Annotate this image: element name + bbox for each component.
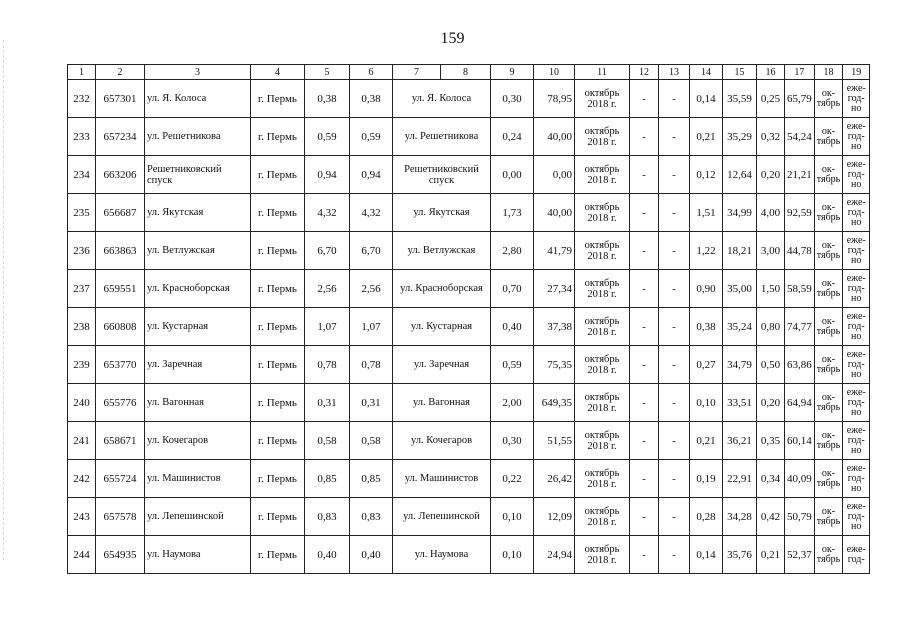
data-table: [67, 64, 870, 574]
length-cell: 0,59: [305, 118, 350, 156]
value-cell: 1,73: [491, 194, 534, 232]
value-cell: 40,00: [534, 118, 575, 156]
city-cell: г. Пермь: [251, 460, 305, 498]
value-cell: 75,35: [534, 346, 575, 384]
value-cell: 0,27: [690, 346, 723, 384]
road-code-cell: 658671: [96, 422, 145, 460]
value-cell: 18,21: [723, 232, 757, 270]
length-cell: 0,40: [350, 536, 393, 574]
street-name-cell: Решетниковский спуск: [145, 156, 251, 194]
street-name-cell: ул. Кочегаров: [145, 422, 251, 460]
value-cell: 0,40: [491, 308, 534, 346]
dash-cell: -: [630, 422, 659, 460]
scan-edge-line: [3, 40, 5, 560]
value-cell: 78,95: [534, 80, 575, 118]
header-cell: 9: [491, 65, 534, 80]
city-cell: г. Пермь: [251, 422, 305, 460]
city-cell: г. Пермь: [251, 308, 305, 346]
value-cell: 0,24: [491, 118, 534, 156]
table-row: [68, 308, 870, 346]
value-cell: 0,14: [690, 536, 723, 574]
period-cell: еже-год-но: [843, 156, 870, 194]
value-cell: 40,00: [534, 194, 575, 232]
value-cell: 0,10: [690, 384, 723, 422]
value-cell: 34,99: [723, 194, 757, 232]
header-cell: 12: [630, 65, 659, 80]
value-cell: 44,78: [785, 232, 815, 270]
header-cell: 16: [757, 65, 785, 80]
row-number-cell: 242: [68, 460, 96, 498]
table-row: [68, 384, 870, 422]
value-cell: 35,00: [723, 270, 757, 308]
city-cell: г. Пермь: [251, 346, 305, 384]
period-cell: еже-год-но: [843, 498, 870, 536]
value-cell: 35,59: [723, 80, 757, 118]
length-cell: 0,31: [350, 384, 393, 422]
city-cell: г. Пермь: [251, 194, 305, 232]
value-cell: 63,86: [785, 346, 815, 384]
header-cell: 1: [68, 65, 96, 80]
value-cell: 41,79: [534, 232, 575, 270]
period-cell: еже-год-но: [843, 80, 870, 118]
header-cell: 15: [723, 65, 757, 80]
street-name-cell: ул. Лепешинской: [145, 498, 251, 536]
period-cell: еже-год-но: [843, 346, 870, 384]
row-number-cell: 234: [68, 156, 96, 194]
value-cell: 0,21: [757, 536, 785, 574]
value-cell: 1,22: [690, 232, 723, 270]
value-cell: 35,24: [723, 308, 757, 346]
value-cell: 12,09: [534, 498, 575, 536]
value-cell: 0,28: [690, 498, 723, 536]
dash-cell: -: [659, 346, 690, 384]
date-cell: октябрь 2018 г.: [575, 270, 630, 308]
value-cell: 0,30: [491, 422, 534, 460]
length-cell: 0,78: [350, 346, 393, 384]
row-number-cell: 237: [68, 270, 96, 308]
road-code-cell: 663206: [96, 156, 145, 194]
date-cell: октябрь 2018 г.: [575, 232, 630, 270]
date-cell: октябрь 2018 г.: [575, 536, 630, 574]
header-cell: 13: [659, 65, 690, 80]
road-code-cell: 660808: [96, 308, 145, 346]
row-number-cell: 241: [68, 422, 96, 460]
dash-cell: -: [630, 194, 659, 232]
value-cell: 92,59: [785, 194, 815, 232]
length-cell: 2,56: [350, 270, 393, 308]
date-cell: октябрь 2018 г.: [575, 346, 630, 384]
row-number-cell: 233: [68, 118, 96, 156]
dash-cell: -: [659, 384, 690, 422]
header-cell: 6: [350, 65, 393, 80]
row-number-cell: 236: [68, 232, 96, 270]
dash-cell: -: [659, 498, 690, 536]
road-code-cell: 655776: [96, 384, 145, 422]
row-number-cell: 235: [68, 194, 96, 232]
value-cell: 3,00: [757, 232, 785, 270]
length-cell: 6,70: [350, 232, 393, 270]
dash-cell: -: [630, 346, 659, 384]
length-cell: 0,85: [305, 460, 350, 498]
period-cell: еже-год-но: [843, 194, 870, 232]
value-cell: 34,28: [723, 498, 757, 536]
table-row: [68, 232, 870, 270]
value-cell: 4,00: [757, 194, 785, 232]
object-name-cell: ул. Лепешинской: [393, 498, 491, 536]
object-name-cell: ул. Я. Колоса: [393, 80, 491, 118]
street-name-cell: ул. Машинистов: [145, 460, 251, 498]
dash-cell: -: [659, 536, 690, 574]
dash-cell: -: [630, 384, 659, 422]
header-cell: 11: [575, 65, 630, 80]
date-cell: октябрь 2018 г.: [575, 460, 630, 498]
value-cell: 0,10: [491, 498, 534, 536]
value-cell: 0,19: [690, 460, 723, 498]
value-cell: 0,42: [757, 498, 785, 536]
value-cell: 0,50: [757, 346, 785, 384]
object-name-cell: ул. Ветлужская: [393, 232, 491, 270]
month-cell: ок-тябрь: [814, 498, 842, 536]
value-cell: 2,00: [491, 384, 534, 422]
dash-cell: -: [630, 118, 659, 156]
object-name-cell: ул. Наумова: [393, 536, 491, 574]
dash-cell: -: [630, 80, 659, 118]
date-cell: октябрь 2018 г.: [575, 156, 630, 194]
value-cell: 52,37: [785, 536, 815, 574]
street-name-cell: ул. Ветлужская: [145, 232, 251, 270]
month-cell: ок-тябрь: [814, 270, 842, 308]
period-cell: еже-год-но: [843, 270, 870, 308]
street-name-cell: ул. Решетникова: [145, 118, 251, 156]
month-cell: ок-тябрь: [814, 384, 842, 422]
value-cell: 0,20: [757, 156, 785, 194]
period-cell: еже-год-но: [843, 384, 870, 422]
city-cell: г. Пермь: [251, 384, 305, 422]
length-cell: 0,59: [350, 118, 393, 156]
header-cell: 17: [785, 65, 815, 80]
road-code-cell: 657578: [96, 498, 145, 536]
value-cell: 40,09: [785, 460, 815, 498]
header-cell: 3: [145, 65, 251, 80]
value-cell: 2,80: [491, 232, 534, 270]
header-cell: 8: [441, 65, 491, 80]
row-number-cell: 238: [68, 308, 96, 346]
header-cell: 2: [96, 65, 145, 80]
road-code-cell: 659551: [96, 270, 145, 308]
value-cell: 0,90: [690, 270, 723, 308]
street-name-cell: ул. Наумова: [145, 536, 251, 574]
value-cell: 12,64: [723, 156, 757, 194]
dash-cell: -: [630, 536, 659, 574]
value-cell: 0,20: [757, 384, 785, 422]
length-cell: 4,32: [305, 194, 350, 232]
city-cell: г. Пермь: [251, 156, 305, 194]
date-cell: октябрь 2018 г.: [575, 80, 630, 118]
month-cell: ок-тябрь: [814, 308, 842, 346]
table-row: [68, 536, 870, 574]
header-cell: 19: [843, 65, 870, 80]
dash-cell: -: [659, 460, 690, 498]
month-cell: ок-тябрь: [814, 232, 842, 270]
dash-cell: -: [630, 156, 659, 194]
length-cell: 0,94: [350, 156, 393, 194]
value-cell: 58,59: [785, 270, 815, 308]
city-cell: г. Пермь: [251, 232, 305, 270]
period-cell: еже-год-но: [843, 308, 870, 346]
road-code-cell: 656687: [96, 194, 145, 232]
page-number: 159: [440, 30, 465, 47]
length-cell: 4,32: [350, 194, 393, 232]
value-cell: 0,30: [491, 80, 534, 118]
header-cell: 5: [305, 65, 350, 80]
value-cell: 54,24: [785, 118, 815, 156]
value-cell: 74,77: [785, 308, 815, 346]
dash-cell: -: [659, 156, 690, 194]
value-cell: 0,38: [690, 308, 723, 346]
dash-cell: -: [659, 118, 690, 156]
value-cell: 0,32: [757, 118, 785, 156]
value-cell: 0,14: [690, 80, 723, 118]
header-cell: 14: [690, 65, 723, 80]
value-cell: 21,21: [785, 156, 815, 194]
header-cell: 18: [814, 65, 842, 80]
row-number-cell: 243: [68, 498, 96, 536]
value-cell: 649,35: [534, 384, 575, 422]
header-cell: 10: [534, 65, 575, 80]
length-cell: 0,38: [350, 80, 393, 118]
value-cell: 0,59: [491, 346, 534, 384]
value-cell: 65,79: [785, 80, 815, 118]
length-cell: 2,56: [305, 270, 350, 308]
value-cell: 0,00: [491, 156, 534, 194]
value-cell: 33,51: [723, 384, 757, 422]
value-cell: 34,79: [723, 346, 757, 384]
period-cell: еже-год-но: [843, 232, 870, 270]
dash-cell: -: [630, 232, 659, 270]
street-name-cell: ул. Красноборская: [145, 270, 251, 308]
road-code-cell: 653770: [96, 346, 145, 384]
dash-cell: -: [659, 232, 690, 270]
length-cell: 0,58: [305, 422, 350, 460]
date-cell: октябрь 2018 г.: [575, 422, 630, 460]
row-number-cell: 244: [68, 536, 96, 574]
value-cell: 36,21: [723, 422, 757, 460]
date-cell: октябрь 2018 г.: [575, 194, 630, 232]
value-cell: 1,51: [690, 194, 723, 232]
street-name-cell: ул. Якутская: [145, 194, 251, 232]
value-cell: 60,14: [785, 422, 815, 460]
dash-cell: -: [659, 80, 690, 118]
value-cell: 22,91: [723, 460, 757, 498]
road-code-cell: 663863: [96, 232, 145, 270]
dash-cell: -: [659, 308, 690, 346]
date-cell: октябрь 2018 г.: [575, 118, 630, 156]
length-cell: 6,70: [305, 232, 350, 270]
length-cell: 0,85: [350, 460, 393, 498]
value-cell: 35,29: [723, 118, 757, 156]
month-cell: ок-тябрь: [814, 156, 842, 194]
city-cell: г. Пермь: [251, 498, 305, 536]
length-cell: 0,83: [305, 498, 350, 536]
value-cell: 51,55: [534, 422, 575, 460]
dash-cell: -: [630, 308, 659, 346]
dash-cell: -: [630, 270, 659, 308]
value-cell: 27,34: [534, 270, 575, 308]
city-cell: г. Пермь: [251, 270, 305, 308]
object-name-cell: ул. Кочегаров: [393, 422, 491, 460]
dash-cell: -: [659, 270, 690, 308]
period-cell: еже-год-но: [843, 460, 870, 498]
row-number-cell: 240: [68, 384, 96, 422]
city-cell: г. Пермь: [251, 80, 305, 118]
date-cell: октябрь 2018 г.: [575, 384, 630, 422]
value-cell: 26,42: [534, 460, 575, 498]
value-cell: 0,12: [690, 156, 723, 194]
period-cell: еже-год-но: [843, 118, 870, 156]
object-name-cell: ул. Решетникова: [393, 118, 491, 156]
street-name-cell: ул. Кустарная: [145, 308, 251, 346]
date-cell: октябрь 2018 г.: [575, 498, 630, 536]
table-row: [68, 346, 870, 384]
object-name-cell: ул. Якутская: [393, 194, 491, 232]
length-cell: 0,31: [305, 384, 350, 422]
table-row: [68, 460, 870, 498]
row-number-cell: 239: [68, 346, 96, 384]
table-row: [68, 270, 870, 308]
column-number-header: [68, 65, 870, 80]
object-name-cell: ул. Машинистов: [393, 460, 491, 498]
length-cell: 0,94: [305, 156, 350, 194]
header-cell: 7: [393, 65, 441, 80]
length-cell: 1,07: [350, 308, 393, 346]
value-cell: 0,10: [491, 536, 534, 574]
length-cell: 0,83: [350, 498, 393, 536]
table-row: [68, 80, 870, 118]
month-cell: ок-тябрь: [814, 346, 842, 384]
city-cell: г. Пермь: [251, 118, 305, 156]
value-cell: 1,50: [757, 270, 785, 308]
street-name-cell: ул. Заречная: [145, 346, 251, 384]
length-cell: 0,78: [305, 346, 350, 384]
header-cell: 4: [251, 65, 305, 80]
value-cell: 0,70: [491, 270, 534, 308]
period-cell: еже-год-но: [843, 422, 870, 460]
table-row: [68, 498, 870, 536]
object-name-cell: ул. Красноборская: [393, 270, 491, 308]
table-row: [68, 118, 870, 156]
value-cell: 24,94: [534, 536, 575, 574]
dash-cell: -: [630, 460, 659, 498]
month-cell: ок-тябрь: [814, 460, 842, 498]
road-code-cell: 655724: [96, 460, 145, 498]
length-cell: 1,07: [305, 308, 350, 346]
value-cell: 0,21: [690, 118, 723, 156]
length-cell: 0,38: [305, 80, 350, 118]
value-cell: 0,35: [757, 422, 785, 460]
object-name-cell: Решетниковский спуск: [393, 156, 491, 194]
month-cell: ок-тябрь: [814, 80, 842, 118]
value-cell: 0,00: [534, 156, 575, 194]
street-name-cell: ул. Я. Колоса: [145, 80, 251, 118]
street-name-cell: ул. Вагонная: [145, 384, 251, 422]
city-cell: г. Пермь: [251, 536, 305, 574]
object-name-cell: ул. Заречная: [393, 346, 491, 384]
table-row: [68, 194, 870, 232]
value-cell: 0,80: [757, 308, 785, 346]
value-cell: 0,25: [757, 80, 785, 118]
month-cell: ок-тябрь: [814, 422, 842, 460]
value-cell: 37,38: [534, 308, 575, 346]
object-name-cell: ул. Вагонная: [393, 384, 491, 422]
dash-cell: -: [659, 422, 690, 460]
road-code-cell: 657301: [96, 80, 145, 118]
value-cell: 0,22: [491, 460, 534, 498]
dash-cell: -: [659, 194, 690, 232]
road-code-cell: 654935: [96, 536, 145, 574]
row-number-cell: 232: [68, 80, 96, 118]
table-row: [68, 156, 870, 194]
value-cell: 35,76: [723, 536, 757, 574]
length-cell: 0,40: [305, 536, 350, 574]
value-cell: 50,79: [785, 498, 815, 536]
month-cell: ок-тябрь: [814, 118, 842, 156]
value-cell: 0,21: [690, 422, 723, 460]
dash-cell: -: [630, 498, 659, 536]
value-cell: 64,94: [785, 384, 815, 422]
object-name-cell: ул. Кустарная: [393, 308, 491, 346]
date-cell: октябрь 2018 г.: [575, 308, 630, 346]
value-cell: 0,34: [757, 460, 785, 498]
length-cell: 0,58: [350, 422, 393, 460]
month-cell: ок-тябрь: [814, 536, 842, 574]
period-cell: еже-год-: [843, 536, 870, 574]
table-row: [68, 422, 870, 460]
road-code-cell: 657234: [96, 118, 145, 156]
month-cell: ок-тябрь: [814, 194, 842, 232]
